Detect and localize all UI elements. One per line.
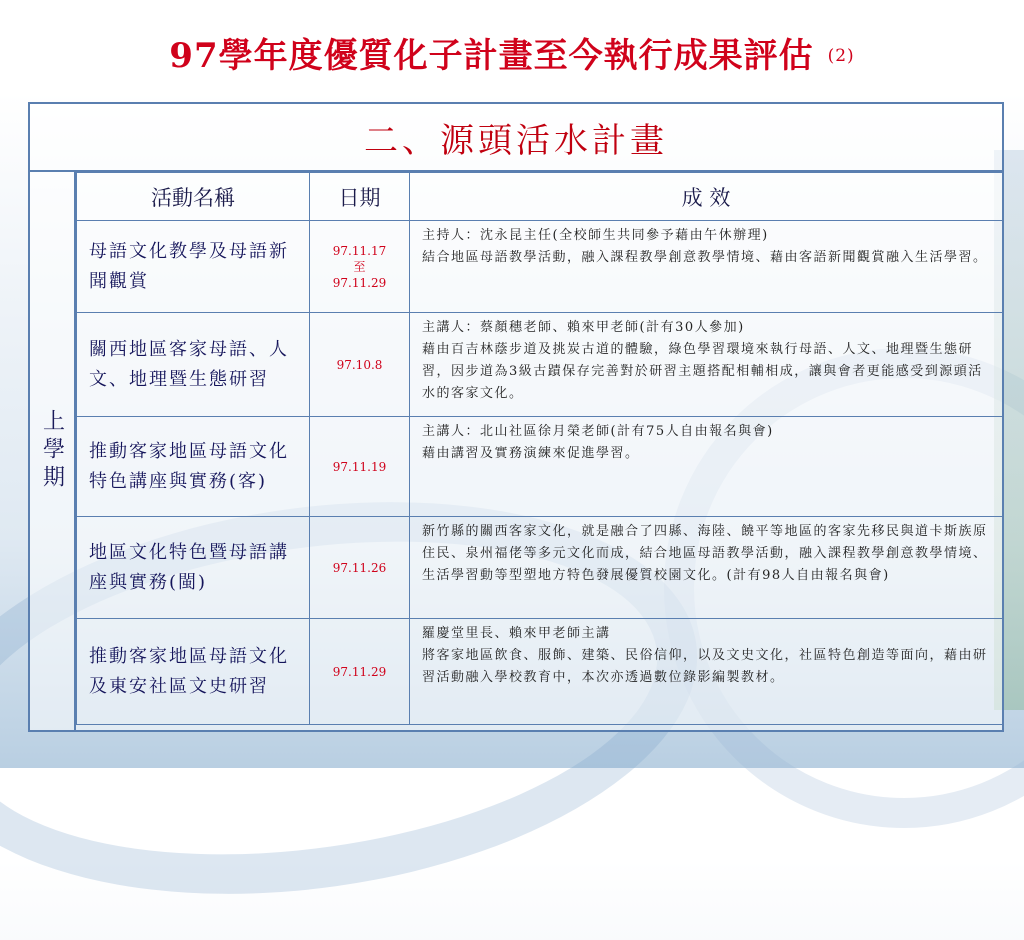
activity-name: 母語文化教學及母語新聞觀賞 [77,221,310,313]
date-start: 97.10.8 [336,357,383,372]
activity-name: 推動客家地區母語文化及東安社區文史研習 [77,619,310,725]
result-line: 將客家地區飲食、服飾、建築、民俗信仰，以及文史文化，社區特色創造等面向，藉由研習活動融入學校教育中，本次亦透過數位錄影編製教材。 [422,648,988,685]
result-line: 藉由百吉林蔭步道及挑炭古道的體驗，綠色學習環境來執行母語、人文、地理暨生態研習，因步道為3級古蹟保存完善對於研習主題搭配相輔相成，讓與會者更能感受到源頭活水的客家文化。 [422,342,983,401]
semester-cell [30,172,76,730]
table-row [77,417,1003,517]
table-row [77,313,1003,417]
activity-result [410,221,1003,313]
content-frame [28,102,1004,732]
result-line: 羅慶堂里長、賴來甲老師主講 [422,626,611,641]
activity-date [310,221,410,313]
table-row [77,619,1003,725]
section-heading: 二、源頭活水計畫 [30,104,1002,172]
activity-name: 地區文化特色暨母語講座與實務(閩) [77,517,310,619]
activity-date [310,517,410,619]
result-line: 主講人：蔡顏穗老師、賴來甲老師(計有30人參加) [422,320,745,335]
activity-result [410,517,1003,619]
activity-result [410,417,1003,517]
header-activity-name: 活動名稱 [77,173,310,221]
date-start: 97.11.29 [332,664,387,679]
result-line: 主講人：北山社區徐月榮老師(計有75人自由報名與會) [422,424,774,439]
header-date: 日期 [310,173,410,221]
activity-date [310,619,410,725]
table-row [77,221,1003,313]
activity-table [76,172,1003,725]
activity-result [410,313,1003,417]
activity-name: 關西地區客家母語、人文、地理暨生態研習 [77,313,310,417]
date-start: 97.11.19 [332,459,387,474]
date-end: 97.11.29 [332,275,387,290]
activity-date [310,417,410,517]
slide-title [0,28,1024,77]
date-start: 97.11.17 [332,243,387,258]
result-line: 新竹縣的關西客家文化，就是融合了四縣、海陸、饒平等地區的客家先移民與道卡斯族原住民、泉州福佬等多元文化而成，結合地區母語教學活動，融入課程教學創意教學情境、生活學習動等型塑地方特色發展優質校園文化。(計有98人自由報名與會) [422,524,988,583]
date-to: 至 [353,259,366,274]
slide-title-suffix: (2) [827,46,855,66]
result-line: 主持人：沈永昆主任(全校師生共同參予藉由午休辦理) [422,228,769,243]
activity-date [310,313,410,417]
activity-result [410,619,1003,725]
date-start: 97.11.26 [332,560,387,575]
result-line: 藉由講習及實務演練來促進學習。 [422,446,640,461]
header-result: 成 效 [410,173,1003,221]
activity-name: 推動客家地區母語文化特色講座與實務(客) [77,417,310,517]
semester-label: 上學期 [39,409,65,493]
result-line: 結合地區母語教學活動，融入課程教學創意教學情境、藉由客語新聞觀賞融入生活學習。 [422,250,988,265]
table-row [77,517,1003,619]
slide-title-main: 97學年度優質化子計畫至今執行成果評估 [169,36,814,76]
table-header-row [77,173,1003,221]
